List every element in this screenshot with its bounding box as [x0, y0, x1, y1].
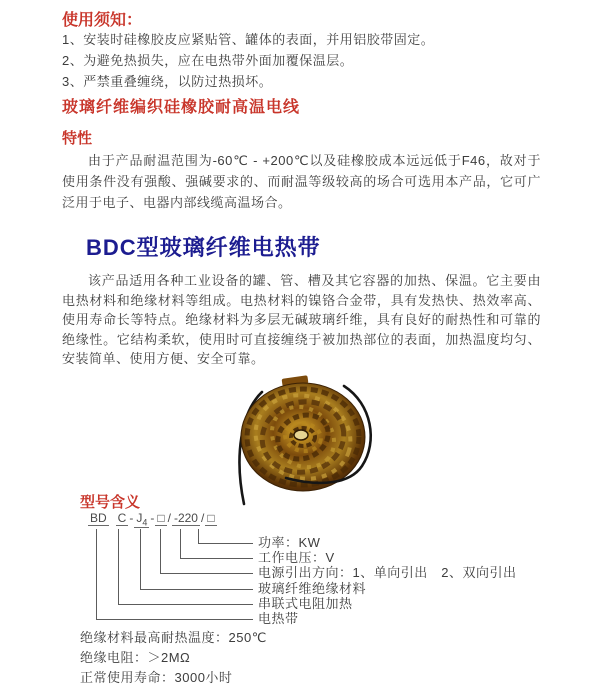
model-label-power: 功率：KW [258, 535, 321, 550]
code-part-box1: □ [157, 511, 165, 525]
model-label-heating-tape: 电热带 [258, 611, 299, 626]
code-part-bd: BD [90, 511, 107, 525]
heating-tape-coil-image [224, 374, 386, 512]
spec-max-heat-temperature: 绝缘材料最高耐热温度：250℃ [80, 630, 267, 645]
code-part-j-subscript: 4 [142, 517, 148, 528]
code-separator-slash1: / [167, 511, 171, 525]
model-label-series-heating: 串联式电阻加热 [258, 596, 353, 611]
feature-paragraph: 由于产品耐温范围为-60℃ - +200℃以及硅橡胶成本远远低于F46，故对于使用条件没有强酸、强碱要求的、而耐温等级较高的场合可选用本产品，它可广泛用于电子、电器内部线缆高温场合。 [62, 153, 541, 210]
model-connector-line-heating-tape [96, 529, 253, 620]
code-part-voltage: -220 [173, 511, 198, 525]
model-code-line [88, 511, 217, 528]
model-meaning-title: 型号含义 [80, 494, 141, 511]
code-separator-slash2: / [200, 511, 205, 525]
code-part-j4 [134, 511, 149, 528]
bdc-product-title: BDC型玻璃纤维电热带 [86, 235, 321, 260]
feature-heading: 特性 [62, 130, 93, 147]
model-label-lead-direction: 电源引出方向：1、单向引出 2、双向引出 [258, 565, 517, 580]
usage-notice-title: 使用须知： [62, 12, 143, 29]
code-part-j: J [136, 511, 143, 525]
code-part-c: C [117, 511, 127, 525]
usage-notice-item-2: 2、为避免热损失，应在电热带外面加覆保温层。 [62, 53, 354, 68]
code-separator-dash1: - [129, 511, 134, 525]
usage-notice-item-1: 1、安装时硅橡胶皮应紧贴管、罐体的表面，并用铝胶带固定。 [62, 32, 435, 47]
wire-section-title: 玻璃纤维编织硅橡胶耐高温电线 [62, 99, 301, 116]
code-part-box2: □ [207, 511, 215, 525]
spec-insulation-resistance: 绝缘电阻：＞2MΩ [80, 650, 191, 665]
spec-service-life: 正常使用寿命：3000小时 [80, 670, 233, 685]
usage-notice-item-3: 3、严禁重叠缠绕，以防过热损坏。 [62, 74, 273, 89]
product-photo [224, 374, 386, 512]
model-label-insulation: 玻璃纤维绝缘材料 [258, 581, 367, 596]
bdc-description-paragraph: 该产品适用各种工业设备的罐、管、槽及其它容器的加热、保温。它主要由电热材料和绝缘材料等组成。电热材料的镍铬合金带，具有发热快、热效率高、使用寿命长等特点。绝缘材料为多层无碱玻璃纤维，具有良好的耐热性和可靠的绝缘性。它结构柔软，使用时可直接缠绕于被加热部位的表面，加热温度均匀、安装简单、使用方便、安全可靠。 [62, 273, 541, 366]
code-separator-dash2: - [150, 511, 155, 525]
coil-center-hole [294, 430, 308, 440]
model-label-voltage: 工作电压：V [258, 550, 335, 565]
